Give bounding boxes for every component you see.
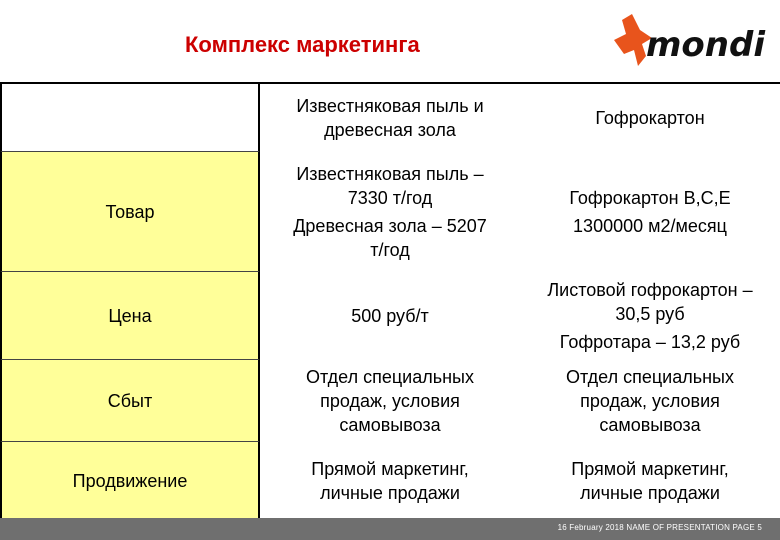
distribution-limestone-cell: [260, 360, 520, 442]
cell-line: Прямой маркетинг,: [311, 459, 469, 479]
header-cell-limestone: [260, 84, 520, 152]
cell-line: Гофрокартон B,C,E: [569, 188, 731, 208]
cell-line: 500 руб/т: [351, 306, 429, 326]
cell-line: Листовой гофрокартон –: [547, 280, 753, 300]
footer-bar: [0, 518, 780, 540]
promotion-corrugated-cell: [520, 442, 780, 520]
cell-line: Древесная зола – 5207: [293, 216, 487, 236]
cell-line: самовывоза: [339, 415, 441, 435]
cell-line: личные продажи: [580, 483, 720, 503]
table-row-distribution: [0, 360, 780, 442]
cell-line: 1300000 м2/месяц: [573, 216, 727, 236]
price-corrugated-cell: [520, 272, 780, 360]
footer-text: 16 February 2018 NAME OF PRESENTATION PAGE 5: [557, 523, 762, 532]
cell-line: Отдел специальных: [566, 367, 734, 387]
promotion-limestone-cell: [260, 442, 520, 520]
cell-line: древесная зола: [324, 120, 456, 140]
product-limestone-cell: [260, 152, 520, 272]
cell-line: Гофротара – 13,2 руб: [559, 332, 741, 352]
table-header-row: [0, 84, 780, 152]
cell-line: 30,5 руб: [615, 304, 685, 324]
cell-line: самовывоза: [599, 415, 701, 435]
cell-line: Отдел специальных: [306, 367, 474, 387]
header-cell-empty: [0, 84, 260, 152]
row-label-promotion: Продвижение: [0, 442, 260, 520]
cell-line: Гофрокартон: [595, 108, 705, 128]
marketing-mix-table: [0, 82, 780, 518]
cell-line: т/год: [370, 240, 410, 260]
table-row-price: [0, 272, 780, 360]
header-cell-corrugated: [520, 84, 780, 152]
slide-title: Комплекс маркетинга: [185, 32, 420, 57]
table-row-promotion: [0, 442, 780, 520]
row-label-distribution: Сбыт: [0, 360, 260, 442]
cell-line: 7330 т/год: [347, 188, 433, 208]
product-corrugated-cell: [520, 152, 780, 272]
row-label-product: Товар: [0, 152, 260, 272]
mondi-logo-text: mondi: [646, 25, 765, 65]
table-row-product: [0, 152, 780, 272]
distribution-corrugated-cell: [520, 360, 780, 442]
mondi-logo: [608, 10, 773, 78]
row-label-price: Цена: [0, 272, 260, 360]
cell-line: Прямой маркетинг,: [571, 459, 729, 479]
cell-line: Известняковая пыль и: [296, 96, 484, 116]
cell-line: личные продажи: [320, 483, 460, 503]
cell-line: продаж, условия: [320, 391, 460, 411]
price-limestone-cell: [260, 272, 520, 360]
cell-line: продаж, условия: [580, 391, 720, 411]
cell-line: Известняковая пыль –: [296, 164, 484, 184]
